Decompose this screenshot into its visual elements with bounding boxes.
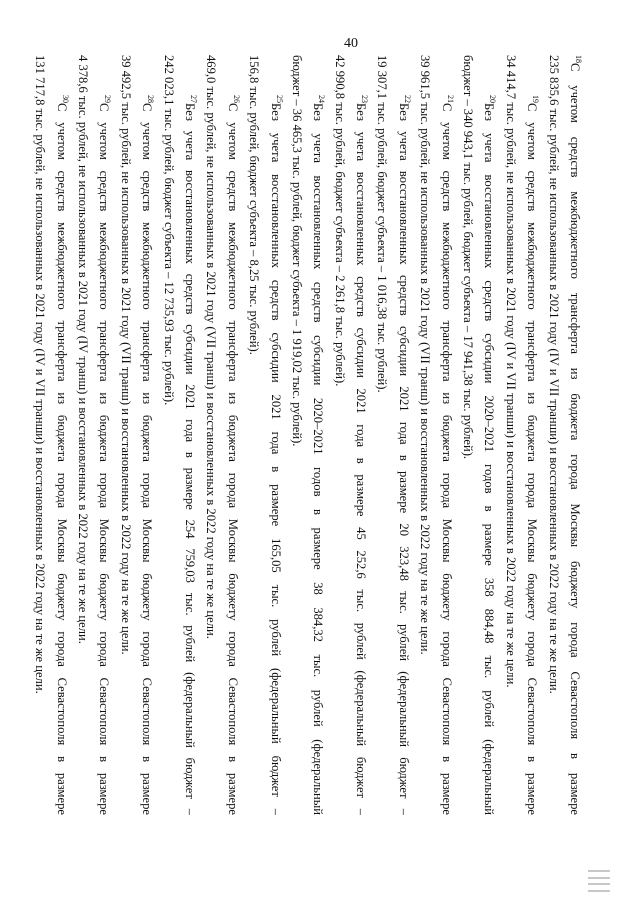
footnote-second-line: 469,0 тыс. рублей, не использованных в 2021 году (VII транш) и восстановленных в 2022 году на те же цели. — [204, 55, 219, 639]
footnote-first-text: Без учета восстановленных средств субсидии 2021 года в размере 254 759,03 тыс. рублей (федеральный бюджет – — [182, 103, 197, 815]
footnote — [499, 55, 542, 815]
footnote-first-text: Без учета восстановленных средств субсидии 2021 года в размере 45 252,6 тыс. рублей (федеральный бюджет – — [354, 103, 369, 815]
footnote — [286, 55, 329, 815]
footnote-second-line: 19 307,1 тыс. рублей, бюджет субъекта – 1 016,38 тыс. рублей). — [375, 55, 390, 393]
footnote-second-line: 42 990,8 тыс. рублей, бюджет субъекта – 2 261,8 тыс. рублей). — [332, 55, 347, 387]
footnote-ref: 27 — [188, 95, 198, 103]
footnote-second-line: 235 835,6 тыс. рублей, не использованных в 2021 году (IV и VII транши) и восстановленных в 2022 году на те же цели. — [546, 55, 561, 694]
scan-edge-mark — [588, 870, 610, 892]
footnote-first-line — [307, 55, 328, 815]
footnote-first-line — [50, 55, 71, 815]
footnote-first-line — [521, 55, 542, 815]
footnote-second-line: 39 961,5 тыс. рублей, не использованных в 2021 году (VII транш) и восстановленных в 2022 году на те же цели. — [418, 55, 433, 655]
footnote-first-text: С учетом средств межбюджетного трансферта из бюджета города Москвы бюджету города Севастополя в размере — [439, 103, 454, 815]
footnote-ref: 28 — [146, 95, 156, 103]
footnote-ref: 20 — [488, 95, 498, 103]
footnote-ref: 24 — [317, 95, 327, 103]
footnote-first-line — [478, 55, 499, 815]
footnote-second-line: 156,8 тыс. рублей, бюджет субъекта – 8,25 тыс. рублей). — [247, 55, 262, 355]
footnote — [371, 55, 414, 815]
footnote-first-text: С учетом средств межбюджетного трансферта из бюджета города Москвы бюджету города Севастополя в размере — [54, 103, 69, 815]
footnote-second-line: 131 717,8 тыс. рублей, не использованных в 2021 году (IV и VII транши) и восстановленных в 2022 году на те же цели. — [33, 55, 48, 694]
footnote-first-text: Без учета восстановленных средств субсидии 2020–2021 годов в размере 358 884,48 тыс. рублей (федеральный — [482, 103, 497, 815]
footnote-first-line — [93, 55, 114, 815]
footnote-first-line — [264, 55, 285, 815]
footnote — [200, 55, 243, 815]
footnote-ref: 26 — [231, 95, 241, 103]
footnote — [243, 55, 286, 815]
footnote-first-line — [221, 55, 242, 815]
footnote — [414, 55, 457, 815]
footnotes-block — [29, 55, 585, 815]
footnote-second-line: 39 492,5 тыс. рублей, не использованных в 2021 году (VII транш) и восстановленных в 2022 году на те же цели. — [118, 55, 133, 655]
footnote-ref: 23 — [360, 95, 370, 103]
footnote-first-line — [564, 55, 585, 815]
footnote-first-text: С учетом средств межбюджетного трансферта из бюджета города Москвы бюджету города Севастополя в размере — [568, 63, 582, 815]
footnote-first-line — [350, 55, 371, 815]
footnote — [328, 55, 371, 815]
footnote-first-line — [136, 55, 157, 815]
footnote-first-line — [392, 55, 413, 815]
footnote-first-text: Без учета восстановленных средств субсидии 2021 года в размере 20 323,48 тыс. рублей (федеральный бюджет – — [396, 103, 411, 815]
footnote — [114, 55, 157, 815]
footnote — [542, 55, 585, 815]
footnote-first-line — [179, 55, 200, 815]
footnote-first-text: С учетом средств межбюджетного трансферта из бюджета города Москвы бюджету города Севастополя в размере — [140, 103, 155, 815]
footnote-ref: 25 — [274, 95, 284, 103]
footnote-first-text: Без учета восстановленных средств субсидии 2020–2021 годов в размере 38 384,32 тыс. рублей (федеральный — [311, 103, 326, 815]
footnote-ref: 21 — [445, 95, 455, 103]
footnote-first-text: Без учета восстановленных средств субсидии 2021 года в размере 165,05 тыс. рублей (федеральный бюджет – — [268, 103, 283, 815]
footnote — [29, 55, 72, 815]
footnote-ref: 18 — [574, 55, 583, 63]
footnote-second-line: 4 378,6 тыс. рублей, не использованных в 2021 году (IV транш) и восстановленных в 2022 году на те же цели. — [76, 55, 91, 644]
footnote — [157, 55, 200, 815]
footnote — [457, 55, 500, 815]
footnote-ref: 19 — [531, 95, 541, 103]
footnote-second-line: 34 414,7 тыс. рублей, не использованных в 2021 году (IV и VII транши) и восстановленных в 2022 году на те же цели. — [503, 55, 518, 688]
footnote-ref: 22 — [402, 95, 412, 103]
footnote-first-text: С учетом средств межбюджетного трансферта из бюджета города Москвы бюджету города Севастополя в размере — [525, 103, 540, 815]
page-number: 40 — [344, 36, 358, 51]
footnote-first-text: С учетом средств межбюджетного трансферта из бюджета города Москвы бюджету города Севастополя в размере — [97, 103, 112, 815]
footnote — [72, 55, 115, 815]
footnote-second-line: 242 023,1 тыс. рублей, бюджет субъекта – 12 735,93 тыс. рублей). — [161, 55, 176, 406]
footnote-second-line: бюджет – 36 465,3 тыс. рублей, бюджет субъекта – 1 919,02 тыс. рублей). — [289, 55, 304, 447]
footnote-ref: 30 — [60, 95, 70, 103]
footnote-ref: 29 — [103, 95, 113, 103]
footnote-first-line — [435, 55, 456, 815]
footnote-second-line: бюджет – 340 943,1 тыс. рублей, бюджет субъекта – 17 941,38 тыс. рублей). — [461, 55, 476, 460]
footnote-first-text: С учетом средств межбюджетного трансферта из бюджета города Москвы бюджету города Севастополя в размере — [225, 103, 240, 815]
